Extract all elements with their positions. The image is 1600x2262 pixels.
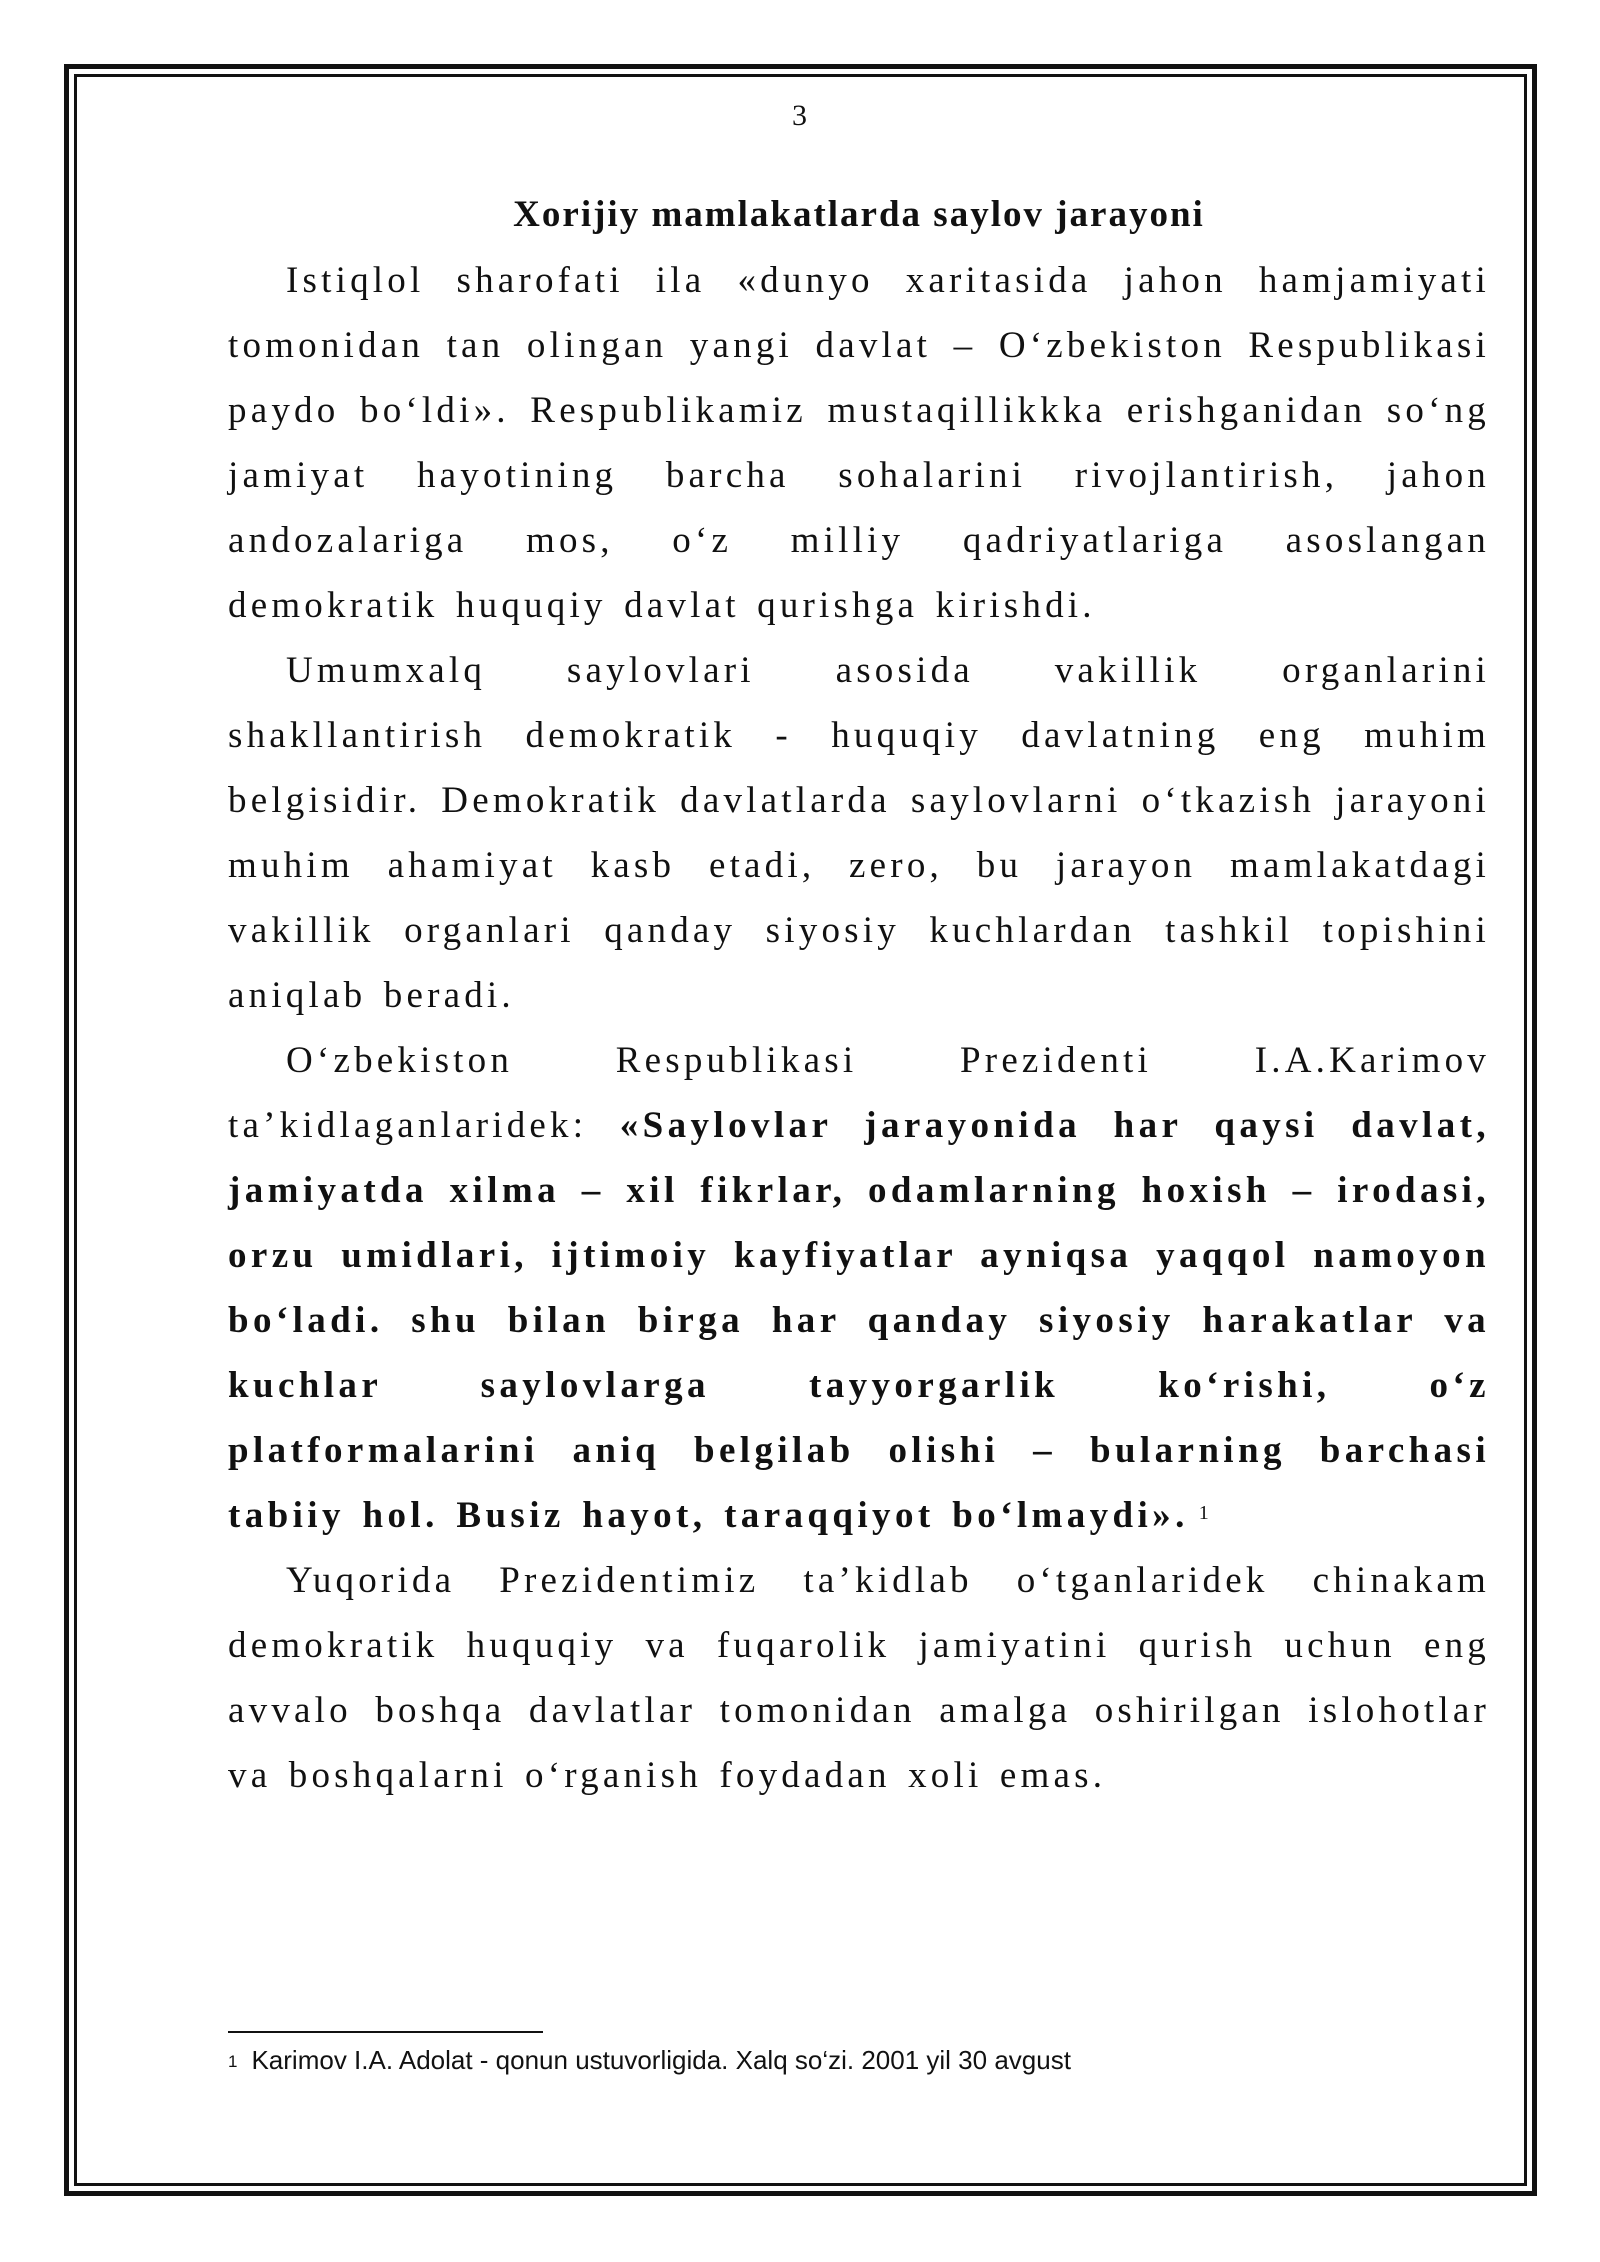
document-title: Xorijiy mamlakatlarda saylov jarayoni [513, 194, 1205, 235]
document-body [228, 188, 1490, 1808]
paragraph-1: Istiqlol sharofati ila «dunyo xaritasida jahon hamjamiyati tomonidan tan olingan yangi davlat – O‘zbekiston Respublikasi paydo bo‘ldi». Respublikamiz mustaqillikkka erishganidan so‘ng jamiyat hayotining barcha sohalarini rivojlantirish, jahon andozalariga mos, o‘z milliy qadriyatlariga asoslangan demokratik huquqiy davlat qurishga kirishdi. [228, 260, 1490, 626]
footnote-reference[interactable]: 1 [1198, 1502, 1209, 1524]
paragraph-2: Umumxalq saylovlari asosida vakillik organlarini shakllantirish demokratik - huquqiy davlatning eng muhim belgisidir. Demokratik davlatlarda saylovlarni o‘tkazish jarayoni muhim ahamiyat kasb etadi, zero, bu jarayon mamlakatdagi vakillik organlari qanday siyosiy kuchlardan tashkil topishini aniqlab beradi. [228, 650, 1490, 1016]
paragraph-3-intro: O‘zbekiston Respublikasi Prezidenti I.A.Karimov ta’kidlaganlaridek: [228, 1040, 1490, 1146]
footnote-text: Karimov I.A. Adolat - qonun ustuvorligida. Xalq so‘zi. 2001 yil 30 avgust [251, 2045, 1071, 2075]
paragraph-4: Yuqorida Prezidentimiz ta’kidlab o‘tganlaridek chinakam demokratik huquqiy va fuqarolik jamiyatini qurish uchun eng avvalo boshqa davlatlar tomonidan amalga oshirilgan islohotlar va boshqalarni o‘rganish foydadan xoli emas. [228, 1560, 1490, 1796]
page-number: 3 [792, 99, 808, 132]
footnote-mark: 1 [228, 2052, 238, 2071]
paragraph-3 [228, 1028, 1490, 1548]
footnote-separator [228, 2031, 543, 2033]
karimov-quote: «Saylovlar jarayonida har qaysi davlat, jamiyatda xilma – xil fikrlar, odamlarning hoxish – irodasi, orzu umidlari, ijtimoiy kayfiyatlar ayniqsa yaqqol namoyon bo‘ladi. shu bilan birga har qanday siyosiy harakatlar va kuchlar saylovlarga tayyorgarlik ko‘rishi, o‘z platformalarini aniq belgilab olishi – bularning barchasi tabiiy hol. Busiz hayot, taraqqiyot bo‘lmaydi». [228, 1105, 1491, 1536]
footnote [228, 2042, 1071, 2078]
